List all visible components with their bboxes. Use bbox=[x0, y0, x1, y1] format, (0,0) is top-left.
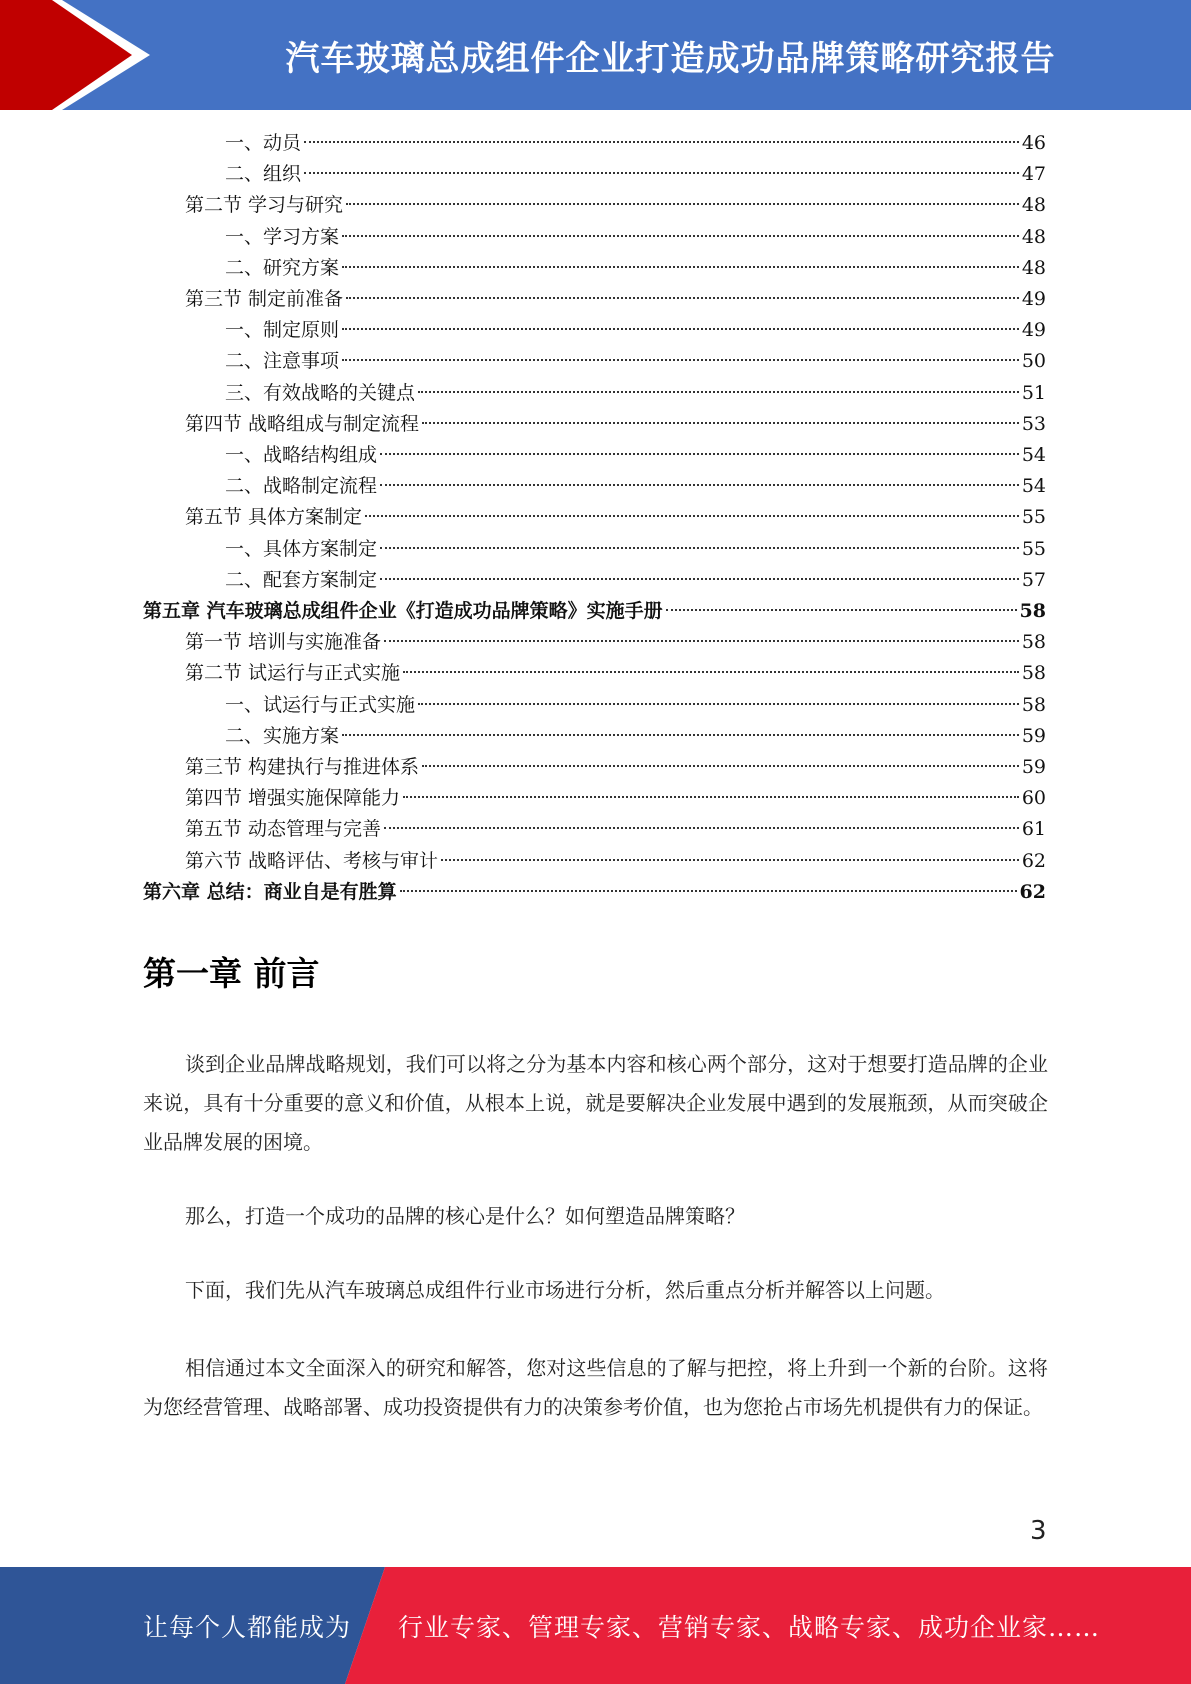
toc-entry-title: 第四节 战略组成与制定流程 bbox=[185, 412, 420, 435]
paragraph-2: 那么，打造一个成功的品牌的核心是什么？如何塑造品牌策略？ bbox=[185, 1204, 745, 1228]
toc-entry[interactable] bbox=[0, 253, 1191, 284]
toc-entry[interactable] bbox=[0, 627, 1191, 658]
toc-entry-page: 60 bbox=[1021, 787, 1046, 810]
paragraph-4: 相信通过本文全面深入的研究和解答，您对这些信息的了解与把控，将上升到一个新的台阶。这将为您经营管理、战略部署、成功投资提供有力的决策参考价值，也为您抢占市场先机提供有力的保证。 bbox=[143, 1356, 1048, 1419]
toc-dot-leader bbox=[384, 640, 1019, 642]
toc-entry-title: 一、具体方案制定 bbox=[225, 537, 378, 560]
toc-entry[interactable] bbox=[0, 346, 1191, 377]
toc-entry[interactable] bbox=[0, 378, 1191, 409]
footer-slogan-right: 行业专家、管理专家、营销专家、战略专家、成功企业家…… bbox=[398, 1612, 1101, 1642]
toc-entry[interactable] bbox=[0, 440, 1191, 471]
toc-entry-title: 第二节 学习与研究 bbox=[185, 194, 344, 217]
toc-entry-page: 53 bbox=[1021, 412, 1046, 435]
toc-dot-leader bbox=[304, 172, 1019, 174]
toc-entry-page: 58 bbox=[1019, 600, 1046, 622]
toc-entry[interactable] bbox=[0, 783, 1191, 814]
toc-entry[interactable] bbox=[0, 190, 1191, 221]
toc-entry[interactable] bbox=[0, 222, 1191, 253]
toc-dot-leader bbox=[380, 547, 1019, 549]
toc-dot-leader bbox=[365, 515, 1019, 517]
toc-entry-page: 48 bbox=[1021, 225, 1046, 248]
toc-entry-page: 61 bbox=[1021, 818, 1046, 841]
toc-entry-title: 一、制定原则 bbox=[225, 319, 340, 342]
toc-entry-page: 58 bbox=[1021, 631, 1046, 654]
page-number: 3 bbox=[1030, 1516, 1047, 1546]
page-header bbox=[0, 0, 1191, 110]
toc-dot-leader bbox=[422, 765, 1019, 767]
toc-entry[interactable] bbox=[0, 409, 1191, 440]
toc-entry-page: 58 bbox=[1021, 693, 1046, 716]
toc-entry-page: 62 bbox=[1019, 880, 1046, 903]
toc-entry-title: 一、战略结构组成 bbox=[225, 444, 378, 466]
toc-dot-leader bbox=[342, 734, 1019, 736]
toc-entry[interactable] bbox=[0, 315, 1191, 346]
toc-entry-title: 二、配套方案制定 bbox=[225, 568, 378, 591]
toc-dot-leader bbox=[380, 453, 1019, 455]
toc-entry-title: 一、学习方案 bbox=[225, 225, 340, 248]
header-arrow-decoration bbox=[0, 0, 160, 110]
toc-entry-title: 第二节 试运行与正式实施 bbox=[185, 662, 401, 685]
toc-entry-title: 第五节 具体方案制定 bbox=[185, 506, 363, 529]
toc-dot-leader bbox=[304, 141, 1019, 143]
toc-entry[interactable] bbox=[0, 690, 1191, 721]
paragraph-1: 谈到企业品牌战略规划，我们可以将之分为基本内容和核心两个部分，这对于想要打造品牌的企业来说，具有十分重要的意义和价值，从根本上说，就是要解决企业发展中遇到的发展瓶颈，从而突破企业品牌发展的困境。 bbox=[143, 1052, 1048, 1154]
toc-entry-page: 48 bbox=[1021, 256, 1046, 279]
toc-entry-page: 55 bbox=[1021, 506, 1046, 529]
report-title: 汽车玻璃总成组件企业打造成功品牌策略研究报告 bbox=[285, 38, 1056, 79]
toc-dot-leader bbox=[342, 235, 1019, 237]
toc-dot-leader bbox=[380, 484, 1019, 486]
toc-dot-leader bbox=[342, 266, 1019, 268]
toc-entry[interactable] bbox=[0, 814, 1191, 845]
toc-entry-page: 54 bbox=[1021, 475, 1046, 498]
toc-entry-title: 第三节 制定前准备 bbox=[185, 288, 344, 310]
toc-dot-leader bbox=[418, 391, 1019, 393]
toc-entry-page: 50 bbox=[1021, 350, 1046, 373]
toc-entry-page: 58 bbox=[1021, 662, 1046, 685]
toc-entry[interactable] bbox=[0, 596, 1191, 627]
toc-entry[interactable] bbox=[0, 284, 1191, 315]
toc-dot-leader bbox=[346, 297, 1019, 299]
toc-entry-title: 第六节 战略评估、考核与审计 bbox=[185, 849, 439, 872]
toc-entry[interactable] bbox=[0, 877, 1191, 908]
toc-entry-page: 48 bbox=[1021, 194, 1046, 217]
toc-entry[interactable] bbox=[0, 502, 1191, 533]
toc-entry-title: 第五章 汽车玻璃总成组件企业《打造成功品牌策略》实施手册 bbox=[143, 600, 663, 622]
toc-dot-leader bbox=[666, 609, 1017, 611]
toc-entry-title: 第四节 增强实施保障能力 bbox=[185, 787, 401, 810]
toc-dot-leader bbox=[403, 671, 1019, 673]
toc-dot-leader bbox=[346, 203, 1019, 205]
toc-entry-page: 47 bbox=[1021, 163, 1046, 186]
toc-entry-title: 二、研究方案 bbox=[225, 256, 340, 279]
toc-entry-page: 55 bbox=[1021, 537, 1046, 560]
toc-entry-page: 49 bbox=[1021, 319, 1046, 342]
toc-dot-leader bbox=[403, 796, 1019, 798]
toc-entry[interactable] bbox=[0, 565, 1191, 596]
toc-entry-title: 第五节 动态管理与完善 bbox=[185, 818, 382, 841]
toc-entry-page: 57 bbox=[1021, 568, 1046, 591]
toc-entry-title: 一、试运行与正式实施 bbox=[225, 693, 416, 716]
toc-dot-leader bbox=[418, 703, 1019, 705]
toc-entry[interactable] bbox=[0, 658, 1191, 689]
toc-entry[interactable] bbox=[0, 846, 1191, 877]
toc-entry-page: 46 bbox=[1021, 132, 1046, 154]
toc-dot-leader bbox=[342, 359, 1019, 361]
toc-entry-page: 59 bbox=[1021, 724, 1046, 747]
toc-dot-leader bbox=[384, 827, 1019, 829]
toc-entry-title: 二、组织 bbox=[225, 163, 302, 186]
chapter-heading: 第一章 前言 bbox=[143, 954, 320, 993]
toc-entry-title: 一、动员 bbox=[225, 132, 302, 154]
toc-dot-leader bbox=[380, 578, 1019, 580]
toc-entry[interactable] bbox=[0, 471, 1191, 502]
toc-dot-leader bbox=[400, 890, 1017, 892]
toc-dot-leader bbox=[422, 422, 1019, 424]
toc-entry-page: 54 bbox=[1021, 444, 1046, 466]
page-footer bbox=[0, 1567, 1191, 1684]
toc-entry[interactable] bbox=[0, 128, 1191, 159]
toc-entry[interactable] bbox=[0, 721, 1191, 752]
toc-entry-title: 第六章 总结：商业自是有胜算 bbox=[143, 880, 397, 903]
toc-entry-title: 第一节 培训与实施准备 bbox=[185, 631, 382, 654]
toc-entry[interactable] bbox=[0, 159, 1191, 190]
toc-dot-leader bbox=[441, 859, 1019, 861]
toc-entry-title: 第三节 构建执行与推进体系 bbox=[185, 756, 420, 778]
toc-entry-title: 二、注意事项 bbox=[225, 350, 340, 373]
footer-slogan-left: 让每个人都能成为 bbox=[143, 1612, 352, 1642]
toc-entry-title: 二、战略制定流程 bbox=[225, 475, 378, 498]
toc-entry[interactable] bbox=[0, 534, 1191, 565]
toc-entry-page: 51 bbox=[1021, 381, 1046, 404]
toc-entry-page: 59 bbox=[1021, 756, 1046, 778]
toc-entry-page: 49 bbox=[1021, 288, 1046, 310]
toc-entry-title: 二、实施方案 bbox=[225, 724, 340, 747]
toc-entry-page: 62 bbox=[1021, 849, 1046, 872]
paragraph-3: 下面，我们先从汽车玻璃总成组件行业市场进行分析，然后重点分析并解答以上问题。 bbox=[185, 1278, 945, 1302]
toc-dot-leader bbox=[342, 328, 1019, 330]
toc-entry-title: 三、有效战略的关键点 bbox=[225, 381, 416, 404]
toc-entry[interactable] bbox=[0, 752, 1191, 783]
